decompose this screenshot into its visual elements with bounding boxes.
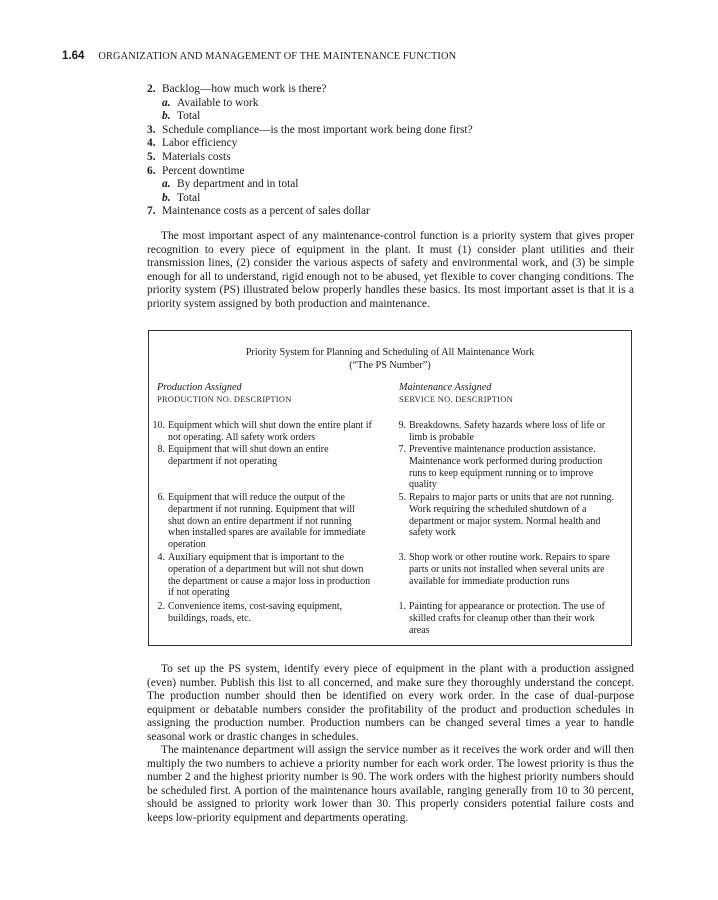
production-column-header [157,382,382,406]
production-subheading: PRODUCTION NO. DESCRIPTION [157,394,292,404]
list-item: 2. Backlog—how much work is there? [147,83,327,95]
list-subitem: a. Available to work [162,96,259,109]
list-subitem: a. By department and in total [162,178,299,191]
maintenance-entry: 7. Preventive maintenance production assistance. Maintenance work performed during production runs to keep equipment running or to improve quality [398,444,603,491]
intro-paragraph: The most important aspect of any maintenance-control function is a priority system that gives proper recognition to every piece of equipment in the plant. It must (1) consider plant utilities and their transmission lines, (2) consider the various aspects of safety and environmental work, and (3) be simple enough for all to understand, rigid enough not to be abused, yet flexible to cover changing conditions. The priority system (PS) illustrated below properly handles these basics. Its most important asset is that it is a priority system assigned by both production and maintenance. [147,230,634,310]
list-item: 3. Schedule compliance—is the most important work being done first? [147,123,473,136]
figure-title: Priority System for Planning and Scheduling of All Maintenance Work (“The PS Number”) [245,347,535,371]
list-item: 6. Percent downtime [147,164,245,177]
maintenance-entry: 3. Shop work or other routine work. Repairs to spare parts or units not installed when several units are available for immediate production runs [398,552,610,587]
list-item: 4. Labor efficiency [147,137,238,150]
priority-system-figure [148,330,632,646]
list-item: 5. Materials costs [147,150,231,163]
production-entry: 10. Equipment which will shut down the entire plant if not operating. All safety work orders [152,420,372,443]
production-heading: Production Assigned [157,382,242,393]
body-text [147,663,634,825]
body-paragraph: To set up the PS system, identify every piece of equipment in the plant with a production assigned (even) number. Publish this list to all concerned, and make sure they thoroughly understand the concept. The production number should then be identified on every work order. In the case of dual-purpose equipment or debatable numbers consider the profitability of the product and production schedules in assigning the production number. Production numbers can be changed several times a year to handle seasonal work or drastic changes in schedules. [147,663,634,743]
metrics-list [147,83,647,219]
page-number: 1.64 [62,50,85,62]
running-title: ORGANIZATION AND MANAGEMENT OF THE MAINTENANCE FUNCTION [98,51,457,62]
production-entry: 6. Equipment that will reduce the output of the department if not running. Equipment that will shut down an entire department if not running when installed spares are available for immediate operation [157,492,366,551]
production-entry: 2. Convenience items, cost-saving equipment, buildings, roads, etc. [157,601,343,624]
maintenance-entry: 5. Repairs to major parts or units that are not running. Work requiring the scheduled shutdown of a department or major system. Normal health and safety work [398,492,614,539]
body-paragraph: The maintenance department will assign the service number as it receives the work order and will then multiply the two numbers to achieve a priority number for each work order. The lowest priority is thus the number 2 and the highest priority number is 90. The work orders with the highest priority numbers should be scheduled first. A portion of the maintenance hours available, ranging generally from 10 to 30 percent, should be assigned to priority work lower than 30. This properly considers potential failure costs and keeps low-priority equipment and departments operating. [147,744,634,824]
list-subitem: b. Total [162,110,201,123]
maintenance-column-header [399,382,624,406]
running-header [62,49,662,64]
maintenance-heading: Maintenance Assigned [399,382,492,393]
maintenance-entry: 9. Breakdowns. Safety hazards where loss of life or limb is probable [398,420,606,443]
list-item: 7. Maintenance costs as a percent of sales dollar [147,205,370,218]
list-subitem: b. Total [162,191,201,204]
production-entry: 8. Equipment that will shut down an entire department if not operating [157,444,329,467]
production-entry: 4. Auxiliary equipment that is important to the operation of a department but will not shut down the department or cause a major loss in production if not operating [157,552,371,599]
maintenance-subheading: SERVICE NO. DESCRIPTION [399,394,513,404]
maintenance-entry: 1. Painting for appearance or protection. The use of skilled crafts for cleanup other than their work areas [398,601,605,636]
